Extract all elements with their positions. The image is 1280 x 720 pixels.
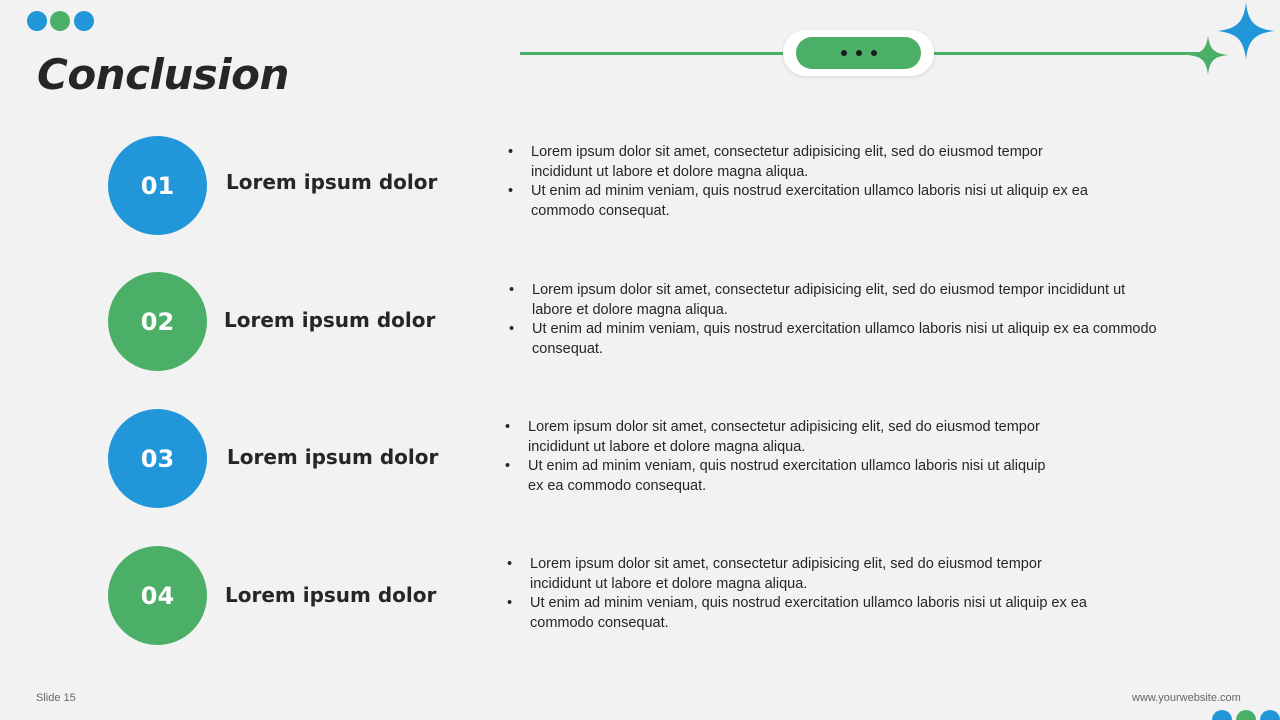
- bullet-item: • Ut enim ad minim veniam, quis nostrud exercitation ullamco laboris nisi ut aliquip ex ea commodo consequat.: [507, 320, 1167, 359]
- bullet-item: • Ut enim ad minim veniam, quis nostrud exercitation ullamco laboris nisi ut aliquip ex ea commodo consequat.: [506, 182, 1106, 221]
- slide-number: Slide 15: [36, 692, 76, 704]
- bullet-item: • Ut enim ad minim veniam, quis nostrud exercitation ullamco laboris nisi ut aliquip ex ea commodo consequat.: [503, 457, 1058, 496]
- step-number: 02: [140, 307, 175, 336]
- step-title: Lorem ipsum dolor: [225, 583, 437, 607]
- four-point-star-icon: [1187, 34, 1229, 76]
- step-number: 03: [140, 444, 175, 473]
- header-line-left: [520, 52, 785, 55]
- step-number-circle: [108, 272, 207, 371]
- bullet-item: • Ut enim ad minim veniam, quis nostrud exercitation ullamco laboris nisi ut aliquip ex ea commodo consequat.: [505, 594, 1105, 633]
- decor-dot-blue: [1260, 710, 1280, 720]
- website-link[interactable]: www.yourwebsite.com: [1132, 692, 1241, 704]
- decor-dot-green: [50, 11, 70, 31]
- step-bullets: [506, 143, 1106, 221]
- step-bullets: [505, 555, 1105, 633]
- decor-dot-blue: [74, 11, 94, 31]
- decor-dot-blue: [27, 11, 47, 31]
- decor-dot-green: [1236, 710, 1256, 720]
- header-line-right: [932, 52, 1202, 55]
- step-number: 01: [140, 171, 175, 200]
- step-title: Lorem ipsum dolor: [226, 170, 438, 194]
- step-number-circle: [108, 136, 207, 235]
- step-bullets: [503, 418, 1058, 496]
- step-number-circle: [108, 546, 207, 645]
- bullet-item: • Lorem ipsum dolor sit amet, consectetur adipisicing elit, sed do eiusmod tempor incididunt ut labore et dolore magna aliqua.: [505, 555, 1105, 594]
- step-title: Lorem ipsum dolor: [224, 308, 436, 332]
- bullet-item: • Lorem ipsum dolor sit amet, consectetur adipisicing elit, sed do eiusmod tempor incididunt ut labore et dolore magna aliqua.: [507, 281, 1167, 320]
- more-pill: [783, 30, 934, 76]
- bullet-item: • Lorem ipsum dolor sit amet, consectetur adipisicing elit, sed do eiusmod tempor incididunt ut labore et dolore magna aliqua.: [506, 143, 1106, 182]
- step-number-circle: [108, 409, 207, 508]
- bullet-item: • Lorem ipsum dolor sit amet, consectetur adipisicing elit, sed do eiusmod tempor incididunt ut labore et dolore magna aliqua.: [503, 418, 1058, 457]
- ellipsis-icon: [796, 37, 921, 69]
- step-bullets: [507, 281, 1167, 359]
- page-title: Conclusion: [37, 50, 289, 99]
- step-title: Lorem ipsum dolor: [227, 445, 439, 469]
- decor-dot-blue: [1212, 710, 1232, 720]
- step-number: 04: [140, 581, 175, 610]
